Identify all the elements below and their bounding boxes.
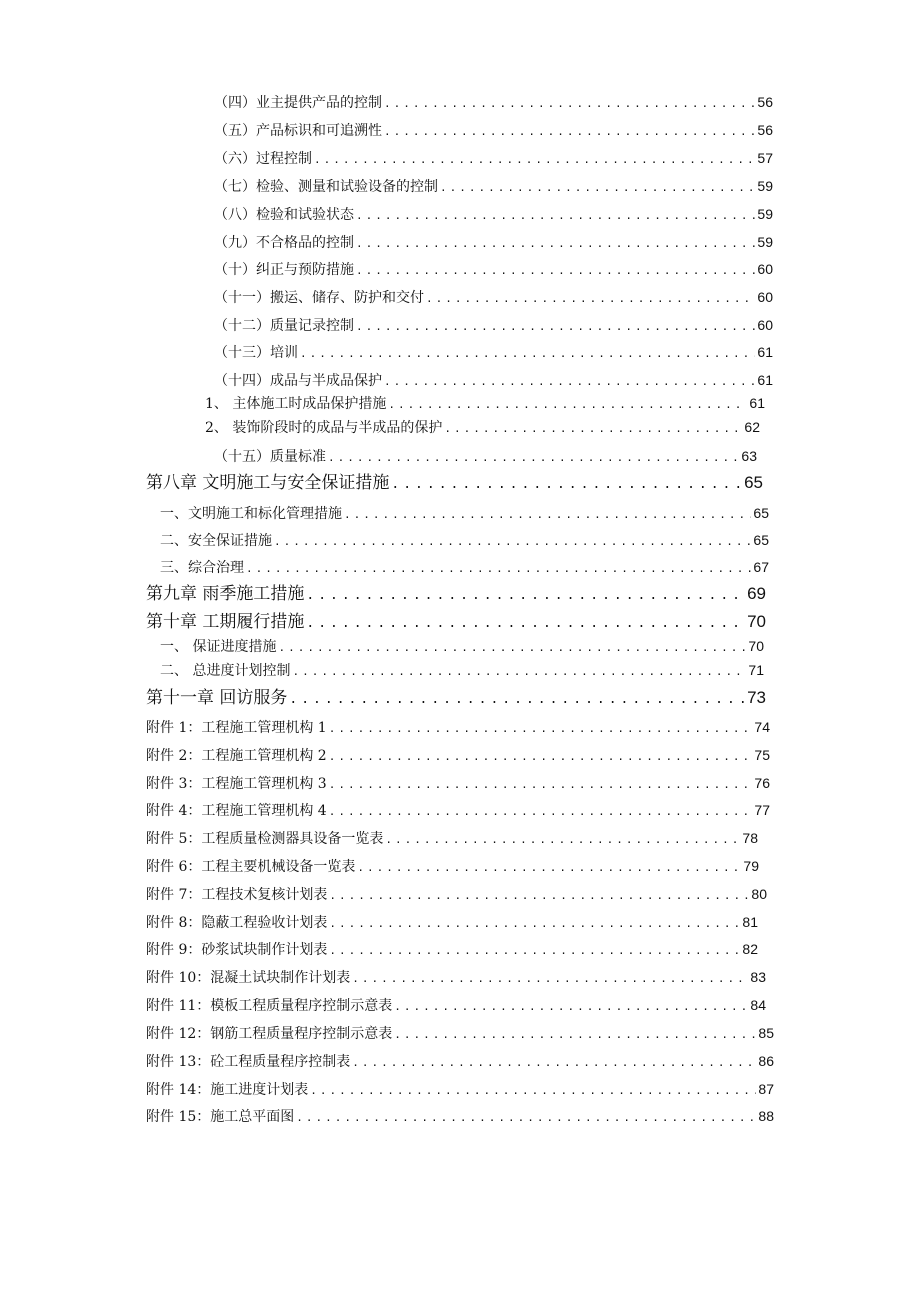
toc-entry-title: （十五）质量标准: [214, 449, 326, 465]
toc-entry-page: 59: [757, 206, 773, 222]
toc-entry-title: 第十章 工期履行措施: [146, 612, 305, 632]
toc-entry[interactable]: [146, 1079, 774, 1101]
dot-leader: [300, 344, 755, 364]
toc-entry-page: 63: [741, 448, 757, 464]
toc-entry[interactable]: [146, 884, 767, 906]
toc-entry-page: 61: [757, 344, 773, 360]
toc-entry-page: 85: [758, 1025, 774, 1041]
toc-entry-page: 56: [757, 122, 773, 138]
toc-entry[interactable]: [205, 417, 760, 439]
toc-entry-title: （四）业主提供产品的控制: [214, 95, 382, 111]
dot-leader: [329, 775, 753, 795]
toc-entry[interactable]: [214, 446, 757, 468]
dot-leader: [296, 1108, 756, 1128]
dot-leader: [440, 178, 755, 198]
toc-entry-title: 附件 10：混凝土试块制作计划表: [146, 970, 351, 986]
toc-entry-title: 附件 11：模板工程质量程序控制示意表: [146, 998, 393, 1014]
toc-chapter[interactable]: [146, 686, 766, 712]
toc-entry-page: 70: [747, 612, 766, 631]
toc-entry-page: 71: [748, 662, 764, 678]
toc-entry-title: 附件 13：砼工程质量程序控制表: [146, 1054, 351, 1070]
dot-leader: [356, 317, 755, 337]
dot-leader: [306, 612, 745, 636]
toc-chapter[interactable]: [146, 471, 763, 497]
toc-entry-page: 84: [750, 997, 766, 1013]
toc-entry-page: 65: [753, 532, 769, 548]
dot-leader: [391, 473, 742, 497]
toc-entry-page: 75: [754, 747, 770, 763]
toc-entry[interactable]: [214, 315, 773, 337]
toc-entry-title: （十一）搬运、储存、防护和交付: [214, 290, 424, 306]
dot-leader: [384, 122, 755, 142]
dot-leader: [306, 584, 745, 608]
dot-leader: [394, 997, 748, 1017]
toc-entry[interactable]: [160, 557, 769, 579]
toc-entry[interactable]: [146, 745, 770, 767]
toc-entry-title: 附件 3：工程施工管理机构 3: [146, 776, 327, 792]
toc-chapter[interactable]: [146, 610, 766, 636]
toc-entry[interactable]: [214, 342, 773, 364]
toc-entry-title: （五）产品标识和可追溯性: [214, 123, 382, 139]
dot-leader: [329, 941, 740, 961]
toc-entry-title: 附件 5：工程质量检测器具设备一览表: [146, 831, 384, 847]
toc-entry[interactable]: [146, 1106, 774, 1128]
toc-entry[interactable]: [160, 503, 769, 525]
toc-entry[interactable]: [146, 995, 766, 1017]
dot-leader: [388, 395, 747, 415]
toc-entry-title: 附件 6：工程主要机械设备一览表: [146, 859, 356, 875]
dot-leader: [314, 150, 755, 170]
toc-entry-title: 附件 8：隐蔽工程验收计划表: [146, 915, 328, 931]
dot-leader: [356, 234, 755, 254]
toc-entry-title: （八）检验和试验状态: [214, 207, 354, 223]
toc-entry-page: 88: [758, 1108, 774, 1124]
toc-entry[interactable]: [160, 660, 764, 682]
toc-entry-title: 第十一章 回访服务: [146, 688, 288, 708]
dot-leader: [329, 747, 753, 767]
toc-entry[interactable]: [160, 530, 769, 552]
toc-entry-page: 60: [757, 261, 773, 277]
toc-entry[interactable]: [146, 773, 770, 795]
toc-entry-title: 二、安全保证措施: [160, 533, 272, 549]
dot-leader: [310, 1081, 756, 1101]
toc-entry-page: 65: [753, 505, 769, 521]
toc-entry-page: 69: [747, 584, 766, 603]
toc-entry-title: 1、 主体施工时成品保护措施: [205, 396, 387, 412]
dot-leader: [384, 94, 755, 114]
toc-entry-page: 73: [747, 688, 766, 707]
toc-entry[interactable]: [160, 636, 764, 658]
toc-entry-page: 80: [751, 886, 767, 902]
dot-leader: [329, 914, 740, 934]
toc-entry-page: 59: [757, 178, 773, 194]
toc-entry-page: 86: [758, 1053, 774, 1069]
toc-entry-title: 附件 12：钢筋工程质量程序控制示意表: [146, 1026, 393, 1042]
toc-entry-page: 65: [744, 473, 763, 492]
dot-leader: [278, 638, 746, 658]
toc-entry-page: 60: [757, 317, 773, 333]
dot-leader: [426, 289, 755, 309]
toc-entry[interactable]: [146, 800, 770, 822]
toc-entry[interactable]: [214, 92, 773, 114]
toc-entry-page: 70: [748, 638, 764, 654]
dot-leader: [356, 206, 755, 226]
toc-entry-page: 59: [757, 234, 773, 250]
toc-entry-title: （十四）成品与半成品保护: [214, 373, 382, 389]
toc-entry-title: 2、 装饰阶段时的成品与半成品的保护: [205, 420, 443, 436]
toc-entry[interactable]: [214, 259, 773, 281]
toc-entry-page: 61: [757, 372, 773, 388]
dot-leader: [344, 505, 751, 525]
toc-entry[interactable]: [146, 828, 758, 850]
dot-leader: [385, 830, 740, 850]
toc-entry-page: 81: [742, 914, 758, 930]
toc-entry[interactable]: [146, 1051, 774, 1073]
toc-entry-title: （十二）质量记录控制: [214, 318, 354, 334]
toc-entry[interactable]: [214, 120, 773, 142]
toc-entry-title: 一、文明施工和标化管理措施: [160, 506, 342, 522]
toc-entry-title: 一、 保证进度措施: [160, 639, 277, 655]
toc-entry[interactable]: [146, 1023, 774, 1045]
toc-entry-page: 78: [742, 830, 758, 846]
toc-entry-title: 附件 7：工程技术复核计划表: [146, 887, 328, 903]
toc-chapter[interactable]: [146, 582, 766, 608]
dot-leader: [329, 886, 749, 906]
toc-entry-title: 附件 15：施工总平面图: [146, 1109, 295, 1125]
toc-entry[interactable]: [214, 370, 773, 392]
toc-entry-page: 82: [742, 941, 758, 957]
dot-leader: [394, 1025, 756, 1045]
toc-entry[interactable]: [214, 287, 773, 309]
toc-entry[interactable]: [214, 204, 773, 226]
toc-entry-title: 附件 4：工程施工管理机构 4: [146, 803, 327, 819]
dot-leader: [246, 559, 751, 579]
toc-entry-title: 第八章 文明施工与安全保证措施: [146, 473, 390, 493]
toc-entry[interactable]: [214, 148, 773, 170]
toc-entry-page: 67: [753, 559, 769, 575]
toc-entry-page: 76: [754, 775, 770, 791]
dot-leader: [274, 532, 751, 552]
toc-entry-title: 附件 1：工程施工管理机构 1: [146, 720, 327, 736]
toc-entry-page: 77: [754, 802, 770, 818]
toc-entry[interactable]: [214, 176, 773, 198]
toc-entry-page: 56: [757, 94, 773, 110]
dot-leader: [328, 448, 739, 468]
toc-entry-page: 57: [757, 150, 773, 166]
toc-entry-page: 74: [754, 719, 770, 735]
toc-entry-title: （六）过程控制: [214, 151, 312, 167]
toc-entry[interactable]: [214, 232, 773, 254]
toc-entry-page: 87: [758, 1081, 774, 1097]
toc-entry-page: 62: [744, 419, 760, 435]
toc-entry-title: 附件 14：施工进度计划表: [146, 1082, 309, 1098]
toc-entry[interactable]: [146, 856, 759, 878]
toc-entry-title: 附件 2：工程施工管理机构 2: [146, 748, 327, 764]
dot-leader: [444, 419, 742, 439]
dot-leader: [356, 261, 755, 281]
toc-entry-title: （十）纠正与预防措施: [214, 262, 354, 278]
dot-leader: [329, 719, 753, 739]
toc-entry-title: 第九章 雨季施工措施: [146, 584, 305, 604]
toc-entry[interactable]: [205, 393, 765, 415]
dot-leader: [357, 858, 741, 878]
toc-entry-title: 三、综合治理: [160, 560, 244, 576]
toc-entry-page: 79: [743, 858, 759, 874]
toc-entry-title: （九）不合格品的控制: [214, 235, 354, 251]
toc-entry-page: 83: [750, 969, 766, 985]
toc-entry[interactable]: [146, 717, 770, 739]
dot-leader: [352, 969, 748, 989]
toc-entry-title: （七）检验、测量和试验设备的控制: [214, 179, 438, 195]
dot-leader: [292, 662, 746, 682]
dot-leader: [289, 688, 745, 712]
dot-leader: [329, 802, 753, 822]
toc-entry[interactable]: [146, 939, 758, 961]
toc-entry-page: 61: [749, 395, 765, 411]
dot-leader: [352, 1053, 756, 1073]
toc-entry[interactable]: [146, 967, 766, 989]
toc-entry-title: 二、 总进度计划控制: [160, 663, 291, 679]
toc-entry-title: （十三）培训: [214, 345, 298, 361]
toc-entry-title: 附件 9：砂浆试块制作计划表: [146, 942, 328, 958]
toc-entry-page: 60: [757, 289, 773, 305]
toc-entry[interactable]: [146, 912, 758, 934]
dot-leader: [384, 372, 755, 392]
